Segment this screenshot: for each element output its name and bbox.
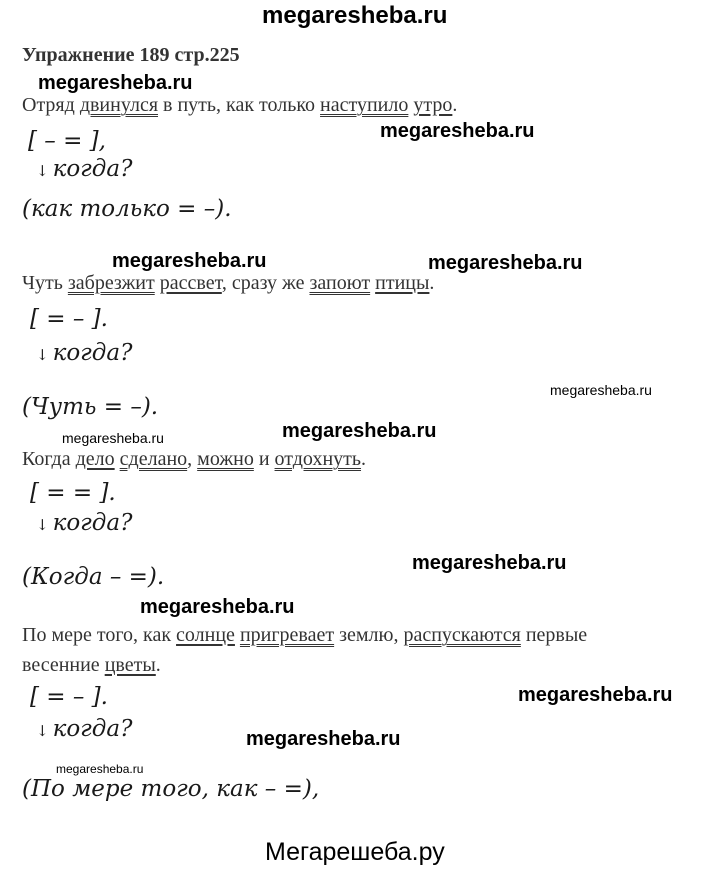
watermark: megaresheba.ru [428,252,583,274]
sentence-text: , [187,448,198,470]
sentence-text: в путь, как только [158,94,321,116]
scheme-2: [ = – ]. [30,306,108,332]
watermark: megaresheba.ru [412,552,567,574]
sentence-text: По мере того, как [22,624,177,646]
arrow-down-icon: ↓ [36,722,49,740]
watermark: megaresheba.ru [246,728,401,750]
footer-brand: Мегарешеба.ру [265,838,445,866]
watermark: megaresheba.ru [140,596,295,618]
predicate: пригревает [239,624,335,646]
subject: солнце [176,624,235,646]
sentence-text: . [429,272,435,294]
predicate: отдохнуть [274,448,362,470]
question-text: когда? [52,716,133,742]
clause-scheme-2: (Чуть = –). [22,394,159,420]
predicate: двинулся [79,94,159,116]
subject: утро [413,94,453,116]
subject: дело [75,448,115,470]
question-1 [36,156,132,182]
sentence-text: . [361,448,367,470]
scheme-4: [ = – ]. [30,684,108,710]
arrow-down-icon: ↓ [36,162,49,180]
sentence-text: землю, [334,624,404,646]
sentence-1 [22,94,457,117]
sentence-text: , сразу же [221,272,310,294]
exercise-title: Упражнение 189 стр.225 [22,44,240,66]
sentence-text: весенние [22,654,105,676]
watermark: megaresheba.ru [62,430,164,446]
subject: птицы [375,272,430,294]
sentence-text: первые [520,624,588,646]
sentence-text: Когда [22,448,76,470]
clause-scheme-4: (По мере того, как – =), [22,776,320,802]
header-watermark: megaresheba.ru [262,2,448,29]
sentence-text: . [452,94,458,116]
sentence-4-line-1 [22,624,587,647]
subject: рассвет [159,272,222,294]
watermark: megaresheba.ru [56,762,144,776]
sentence-text: . [155,654,161,676]
question-2 [36,340,132,366]
subject: цветы [104,654,156,676]
question-3 [36,510,132,536]
sentence-3 [22,448,366,471]
question-text: когда? [52,510,133,536]
scheme-3: [ = = ]. [30,480,116,506]
predicate: сделано [119,448,188,470]
sentence-4-line-2 [22,654,161,677]
sentence-text: Отряд [22,94,80,116]
watermark: megaresheba.ru [518,684,673,706]
sentence-text: и [253,448,275,470]
predicate: распускаются [403,624,521,646]
predicate: запоют [309,272,371,294]
clause-scheme-1: (как только = –). [22,196,232,222]
question-text: когда? [52,156,133,182]
watermark: megaresheba.ru [282,420,437,442]
sentence-2 [22,272,434,295]
watermark: megaresheba.ru [380,120,535,142]
watermark: megaresheba.ru [550,382,652,398]
predicate: можно [197,448,254,470]
predicate: забрезжит [67,272,155,294]
watermark: megaresheba.ru [112,250,267,272]
question-4 [36,716,132,742]
sentence-text: Чуть [22,272,68,294]
arrow-down-icon: ↓ [36,516,49,534]
arrow-down-icon: ↓ [36,346,49,364]
clause-scheme-3: (Когда – =). [22,564,165,590]
watermark: megaresheba.ru [38,72,193,94]
scheme-1: [ – = ], [28,128,106,154]
question-text: когда? [52,340,133,366]
predicate: наступило [320,94,409,116]
